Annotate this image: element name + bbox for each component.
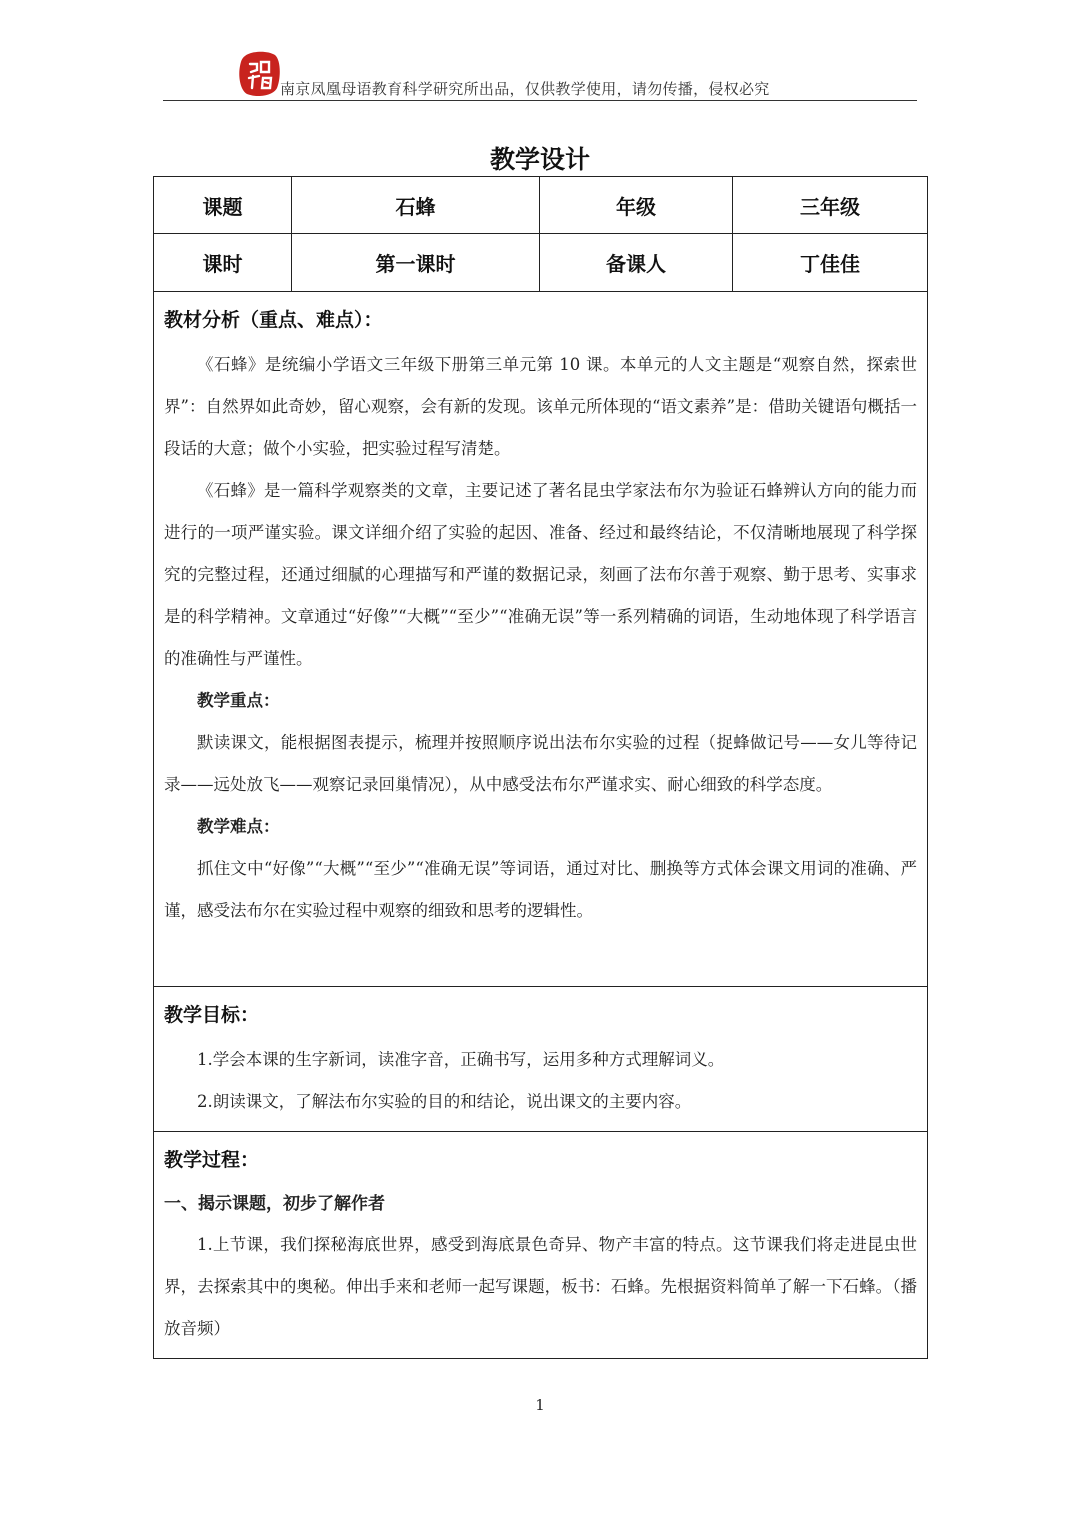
topic-value: 石蜂 <box>292 177 540 234</box>
document-title: 教学设计 <box>489 145 590 174</box>
goal-item-1: 1.学会本课的生字新词，读准字音，正确书写，运用多种方式理解词义。 <box>197 1050 725 1069</box>
difficulty-text: 抓住文中“好像”“大概”“至少”“准确无误”等词语，通过对比、删换等方式体会课文用词的准确、严谨，感受法布尔在实验过程中观察的细致和思考的逻辑性。 <box>164 859 917 920</box>
process-title: 教学过程： <box>164 1149 260 1171</box>
step-1-text: 1.上节课，我们探秘海底世界，感受到海底景色奇异、物产丰富的特点。这节课我们将走进昆虫世界，去探索其中的奥秘。伸出手来和老师一起写课题，板书：石蜂。先根据资料简单了解一下石蜂。（播放音频） <box>164 1235 917 1338</box>
author-value: 丁佳佳 <box>733 234 928 292</box>
analysis-paragraph-2: 《石蜂》是一篇科学观察类的文章，主要记述了著名昆虫学家法布尔为验证石蜂辨认方向的能力而进行的一项严谨实验。课文详细介绍了实验的起因、准备、经过和最终结论，不仅清晰地展现了科学探究的完整过程，还通过细腻的心理描写和严谨的数据记录，刻画了法布尔善于观察、勤于思考、实事求是的科学精神。文章通过“好像”“大概”“至少”“准确无误”等一系列精确的词语，生动地体现了科学语言的准确性与严谨性。 <box>164 481 917 668</box>
info-row-period <box>154 234 928 292</box>
key-point-text: 默读课文，能根据图表提示，梳理并按照顺序说出法布尔实验的过程（捉蜂做记号——女儿等待记录——远处放飞——观察记录回巢情况），从中感受法布尔严谨求实、耐心细致的科学态度。 <box>164 733 917 794</box>
analysis-section <box>154 292 928 987</box>
page-number: 1 <box>535 1396 545 1414</box>
key-point-label: 教学重点： <box>197 691 280 710</box>
period-value: 第一课时 <box>292 234 540 292</box>
analysis-paragraph-1: 《石蜂》是统编小学语文三年级下册第三单元第 10 课。本单元的人文主题是“观察自然，探索世界”：自然界如此奇妙，留心观察，会有新的发现。该单元所体现的“语文素养”是：借助关键语句概括一段话的大意；做个小实验，把实验过程写清楚。 <box>164 355 917 458</box>
goals-section <box>154 987 928 1132</box>
period-label: 课时 <box>154 234 292 292</box>
grade-label: 年级 <box>540 177 733 234</box>
goal-item-2: 2.朗读课文，了解法布尔实验的目的和结论，说出课文的主要内容。 <box>197 1092 692 1111</box>
topic-label: 课题 <box>154 177 292 234</box>
difficulty-label: 教学难点： <box>197 817 280 836</box>
step-1-title: 一、揭示课题，初步了解作者 <box>164 1194 385 1214</box>
page-header <box>163 44 917 102</box>
grade-value: 三年级 <box>733 177 928 234</box>
lesson-plan-table <box>153 176 928 1359</box>
author-label: 备课人 <box>540 234 733 292</box>
red-seal-logo <box>237 50 281 98</box>
info-row-topic <box>154 177 928 234</box>
goals-title: 教学目标： <box>164 1004 260 1026</box>
header-divider <box>163 100 917 101</box>
process-section <box>154 1132 928 1359</box>
analysis-title: 教材分析（重点、难点）： <box>164 309 383 331</box>
copyright-notice: 南京凤凰母语教育科学研究所出品，仅供教学使用，请勿传播，侵权必究 <box>280 80 770 98</box>
